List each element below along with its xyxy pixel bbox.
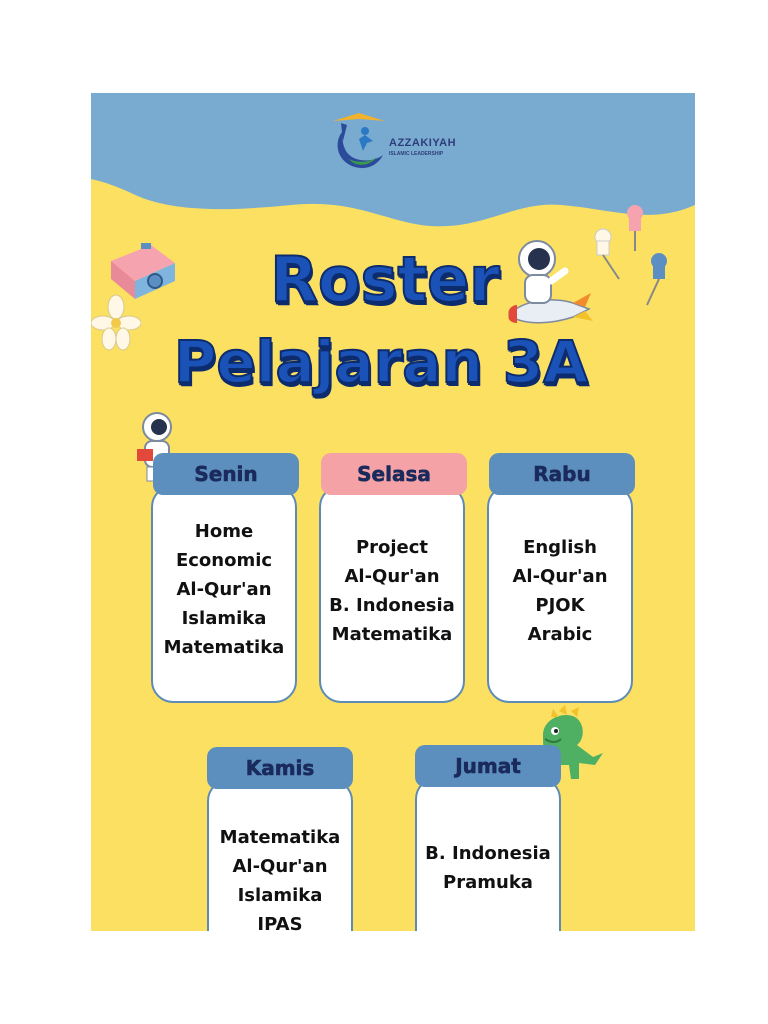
subject-item: Al-Qur'an — [344, 566, 440, 587]
subject-item: Matematika — [219, 827, 341, 848]
logo-emblem-icon — [329, 111, 389, 177]
day-label: Rabu — [533, 462, 591, 486]
subject-item: Al-Qur'an — [512, 566, 608, 587]
day-card-selasa — [319, 485, 465, 703]
day-card-senin — [151, 485, 297, 703]
subject-item: Pramuka — [443, 872, 533, 893]
subject-item: Matematika — [163, 637, 285, 658]
subject-item: PJOK — [535, 595, 585, 616]
subject-item: Economic — [175, 550, 273, 571]
flower-icon — [91, 293, 141, 353]
subject-list — [209, 823, 351, 931]
subject-item: Al-Qur'an — [232, 856, 328, 877]
subject-list — [153, 517, 295, 662]
day-label: Jumat — [455, 754, 521, 778]
subject-item: Arabic — [527, 624, 593, 645]
day-tab-senin — [153, 453, 299, 495]
day-tab-selasa — [321, 453, 467, 495]
page-title-line1: Roster — [270, 243, 500, 316]
day-tab-jumat — [415, 745, 561, 787]
subject-item: Home — [194, 521, 254, 542]
day-card-kamis — [207, 779, 353, 931]
subject-list — [489, 533, 631, 649]
day-label: Kamis — [245, 756, 315, 780]
astronaut-rocket-icon — [503, 237, 595, 333]
subject-list — [321, 533, 463, 649]
day-label: Selasa — [357, 462, 431, 486]
subject-item: Al-Qur'an — [176, 579, 272, 600]
subject-item: IPAS — [257, 914, 303, 931]
page-title-line2: Pelajaran 3A — [173, 328, 589, 396]
subject-item: Islamika — [181, 608, 267, 629]
subject-item: B. Indonesia — [425, 843, 551, 864]
subject-list — [417, 839, 559, 897]
school-logo — [329, 111, 469, 177]
logo-name: AZZAKIYAH — [389, 137, 457, 149]
roster-poster — [91, 93, 695, 931]
push-pins-icon — [591, 205, 681, 315]
subject-item: Islamika — [237, 885, 323, 906]
day-card-jumat — [415, 777, 561, 931]
subject-item: Project — [355, 537, 429, 558]
day-label: Senin — [194, 462, 258, 486]
subject-item: English — [523, 537, 597, 558]
subject-item: Matematika — [331, 624, 453, 645]
subject-item: B. Indonesia — [329, 595, 455, 616]
day-tab-rabu — [489, 453, 635, 495]
day-tab-kamis — [207, 747, 353, 789]
day-card-rabu — [487, 485, 633, 703]
logo-tagline: ISLAMIC LEADERSHIP — [389, 151, 444, 157]
